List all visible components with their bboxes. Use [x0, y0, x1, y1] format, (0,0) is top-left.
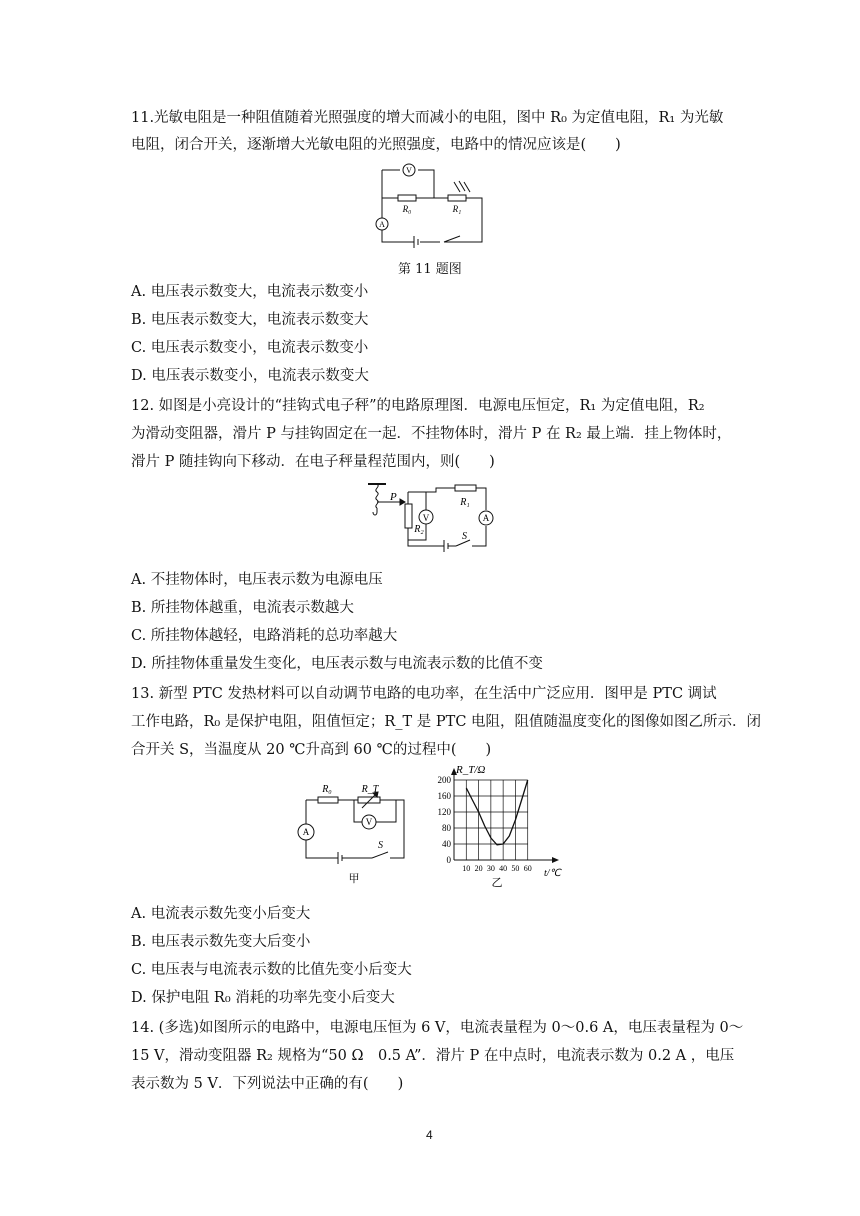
q12-circuit-diagram — [368, 480, 493, 552]
x-tick-label: 40 — [499, 864, 508, 873]
q14-stem-line1: 14. (多选)如图所示的电路中，电源电压恒为 6 V，电流表量程为 0～0.6 A，电压表量程为 0～ — [131, 1020, 744, 1036]
y-tick-label: 80 — [442, 823, 451, 833]
y-tick-label: 0 — [446, 855, 451, 865]
q13-switch-label: S — [378, 840, 383, 851]
q13-option-d: D. 保护电阻 R₀ 消耗的功率先变小后变大 — [131, 990, 395, 1006]
q12-ammeter-label: A — [482, 513, 490, 523]
q14-stem-line2: 15 V，滑动变阻器 R₂ 规格为“50 Ω 0.5 A”．滑片 P 在中点时，电流表示数为 0.2 A ，电压 — [131, 1048, 735, 1064]
q13-option-b: B. 电压表示数先变大后变小 — [131, 934, 311, 950]
q12-stem-line1: 12. 如图是小亮设计的“挂钩式电子秤”的电路原理图．电源电压恒定，R₁ 为定值电阻，R₂ — [131, 398, 705, 414]
q11-circuit-diagram — [370, 160, 490, 250]
q11-figure-caption: 第 11 题图 — [398, 262, 462, 277]
x-axis-arrow — [552, 857, 559, 863]
y-tick-label: 200 — [437, 775, 451, 785]
q11-voltmeter-label: V — [406, 166, 412, 175]
q12-option-b: B. 所挂物体越重，电流表示数越大 — [131, 600, 354, 616]
q11-r1-label: R₁ — [452, 204, 462, 214]
x-tick-label: 60 — [523, 864, 532, 873]
q12-option-d: D. 所挂物体重量发生变化，电压表示数与电流表示数的比值不变 — [131, 656, 543, 672]
page-number: 4 — [426, 1128, 433, 1142]
q12-r2-label: R₂ — [414, 524, 424, 535]
q13-stem-line1: 13. 新型 PTC 发热材料可以自动调节电路的电功率，在生活中广泛应用．图甲是 PTC 调试 — [131, 686, 717, 702]
rt-curve — [466, 780, 527, 845]
q13-option-c: C. 电压表与电流表示数的比值先变小后变大 — [131, 962, 412, 978]
q13-voltmeter-label: V — [365, 817, 373, 827]
x-axis-label: t/℃ — [544, 868, 561, 879]
q13-r0-label: R₀ — [322, 784, 332, 795]
q13-rt-temperature-chart — [424, 762, 566, 888]
q13-figure-jia-caption: 甲 — [348, 873, 360, 885]
q12-option-c: C. 所挂物体越轻，电路消耗的总功率越大 — [131, 628, 398, 644]
q13-stem-line2: 工作电路，R₀ 是保护电阻，阻值恒定；R_T 是 PTC 电阻，阻值随温度变化的图像如图乙所示．闭 — [131, 714, 762, 730]
q11-option-d: D. 电压表示数变小，电流表示数变大 — [131, 368, 369, 384]
y-tick-label: 40 — [442, 839, 451, 849]
q11-ammeter-label: A — [379, 220, 385, 229]
q13-circuit-diagram-jia — [296, 778, 416, 885]
q12-option-a: A. 不挂物体时，电压表示数为电源电压 — [131, 572, 383, 588]
q12-p-label: P — [390, 491, 397, 503]
q11-option-a: A. 电压表示数变大，电流表示数变小 — [131, 284, 369, 300]
y-tick-label: 120 — [437, 807, 451, 817]
q12-r1-label: R₁ — [460, 497, 470, 508]
q12-voltmeter-label: V — [422, 513, 430, 523]
q11-stem-line2: 电阻，闭合开关，逐渐增大光敏电阻的光照强度，电路中的情况应该是( ) — [131, 137, 621, 153]
q13-ammeter-label: A — [302, 827, 310, 837]
x-tick-label: 10 — [462, 864, 471, 873]
q11-stem-line1: 11.光敏电阻是一种阻值随着光照强度的增大而减小的电阻，图中 R₀ 为定值电阻，R₁ 为光敏 — [131, 110, 724, 126]
q14-stem-line3: 表示数为 5 V．下列说法中正确的有( ) — [131, 1076, 404, 1092]
q12-stem-line3: 滑片 P 随挂钩向下移动．在电子秤量程范围内，则( ) — [131, 454, 495, 470]
x-tick-label: 50 — [511, 864, 520, 873]
q11-option-c: C. 电压表示数变小，电流表示数变小 — [131, 340, 369, 356]
q13-option-a: A. 电流表示数先变小后变大 — [131, 906, 311, 922]
q12-switch-label: S — [462, 531, 467, 542]
q11-r0-label: R₀ — [402, 204, 412, 214]
y-tick-label: 160 — [437, 791, 451, 801]
q13-figure-yi-caption: 乙 — [491, 877, 503, 889]
q12-stem-line2: 为滑动变阻器，滑片 P 与挂钩固定在一起．不挂物体时，滑片 P 在 R₂ 最上端．挂上物体时， — [131, 426, 732, 442]
y-axis-label: R_T/Ω — [456, 764, 486, 776]
q13-stem-line3: 合开关 S，当温度从 20 ℃升高到 60 ℃的过程中( ) — [131, 742, 492, 758]
q11-option-b: B. 电压表示数变大，电流表示数变大 — [131, 312, 369, 328]
q13-rt-label: R_T — [361, 784, 379, 795]
x-tick-label: 20 — [474, 864, 483, 873]
x-tick-label: 30 — [486, 864, 495, 873]
